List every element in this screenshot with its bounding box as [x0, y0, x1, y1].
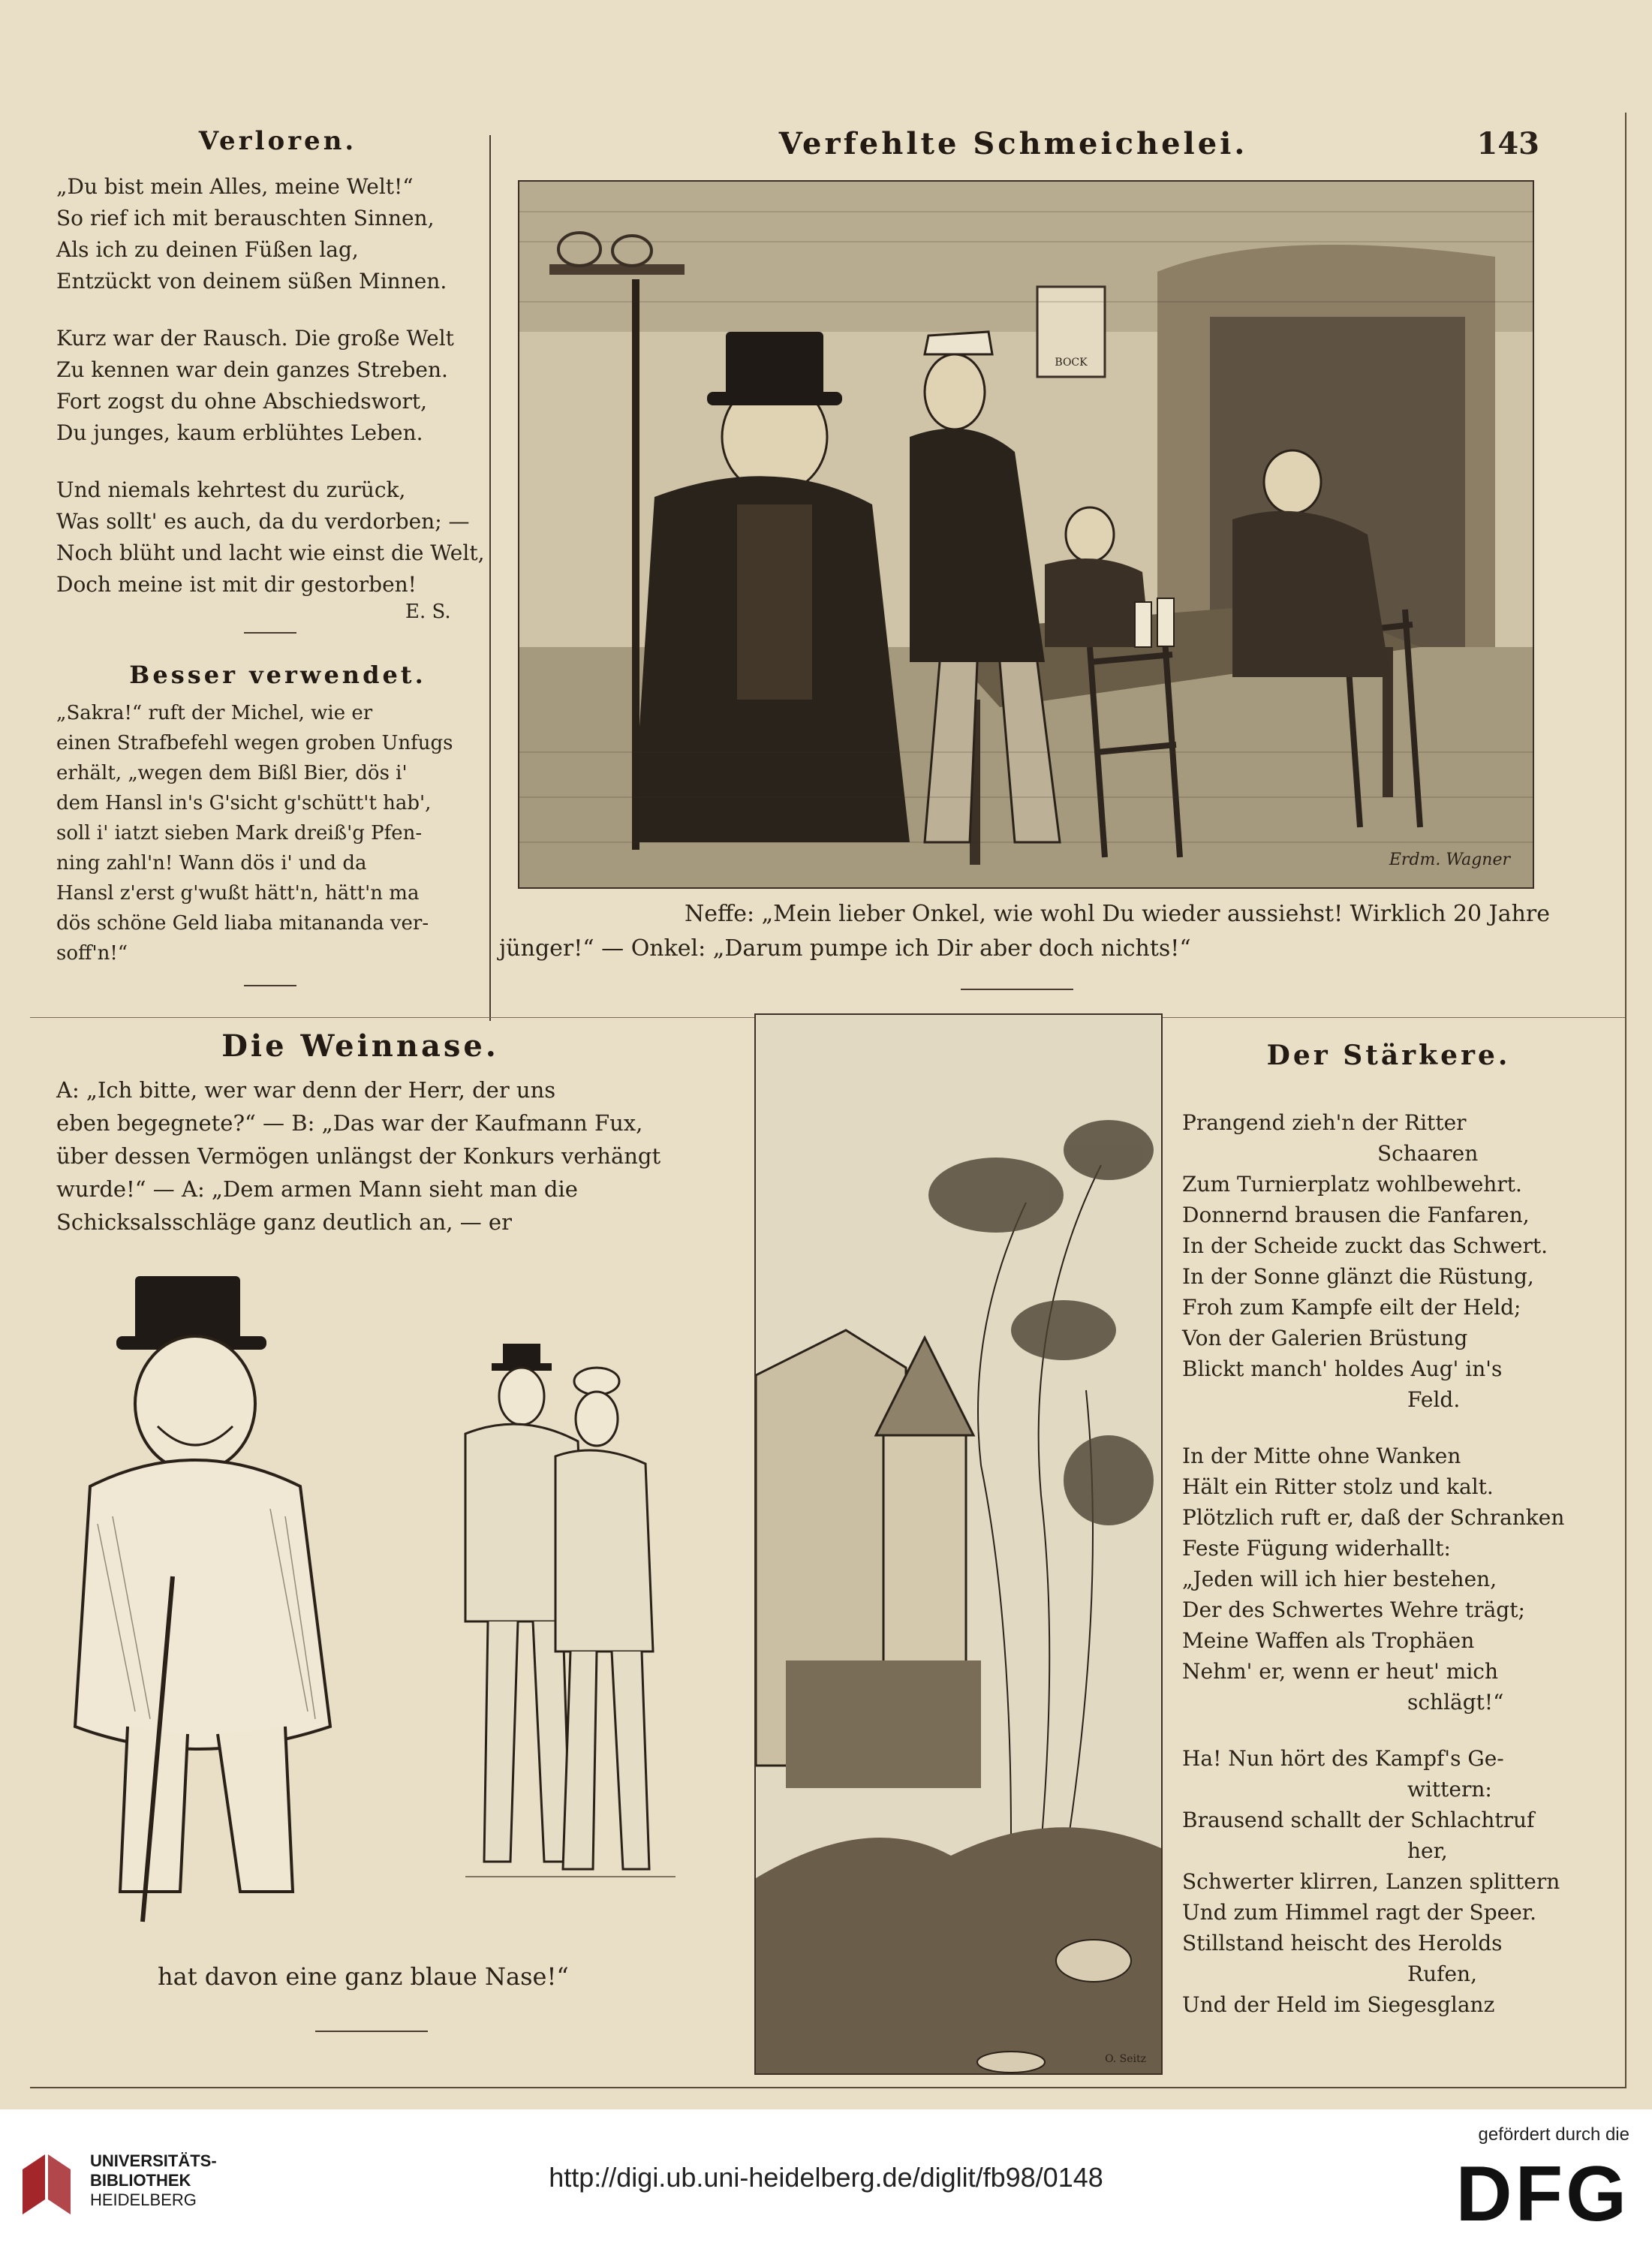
short-divider	[315, 2031, 428, 2032]
text-line: ning zahl'n! Wann dös i' und da	[56, 852, 367, 875]
poem-line: Doch meine ist mit dir gestorben!	[56, 572, 417, 597]
poem-line: Zum Turnierplatz wohlbewehrt.	[1182, 1172, 1522, 1197]
verloren-poem	[56, 171, 484, 626]
poem-line: Feste Fügung widerhallt:	[1182, 1536, 1451, 1561]
besser-title: Besser verwendet.	[129, 661, 426, 689]
weinnase-text	[56, 1073, 732, 1239]
poem-line: Nehm' er, wenn er heut' mich	[1182, 1659, 1498, 1684]
tavern-drawing	[519, 182, 1533, 887]
poem-line: Fort zogst du ohne Abschiedswort,	[56, 389, 428, 414]
text-line: Hansl z'erst g'wußt hätt'n, hätt'n ma	[56, 882, 420, 905]
poem-line: Und zum Himmel ragt der Speer.	[1182, 1900, 1536, 1925]
poem-line: Blickt manch' holdes Aug' in's	[1182, 1356, 1503, 1381]
staerkere-poem	[1182, 1107, 1602, 2046]
castle-drawing	[756, 1015, 1161, 2073]
staerkere-stanza-1	[1182, 1107, 1602, 1415]
poem-line: Was sollt' es auch, da du verdorben; —	[56, 509, 470, 534]
text-line: A: „Ich bitte, wer war denn der Herr, der uns	[56, 1077, 556, 1103]
weinnase-caption: hat davon eine ganz blaue Nase!“	[158, 1962, 569, 1991]
verloren-stanza-3	[56, 474, 484, 601]
poem-line: Feld.	[1407, 1387, 1461, 1412]
poem-line: Rufen,	[1407, 1961, 1477, 1986]
castle-signature: O. Seitz	[1105, 2053, 1146, 2065]
poem-line: Prangend zieh'n der Ritter	[1182, 1110, 1467, 1135]
poem-line: Zu kennen war dein ganzes Streben.	[56, 357, 448, 382]
poem-line: So rief ich mit berauschten Sinnen,	[56, 206, 435, 230]
short-divider	[961, 989, 1073, 990]
illustration-artist-signature: Erdm. Wagner	[1389, 851, 1510, 869]
text-line: soff'n!“	[56, 942, 128, 965]
permalink-url[interactable]: http://digi.ub.uni-heidelberg.de/diglit/fb98/0148	[549, 2162, 1103, 2193]
text-line: dem Hansl in's G'sicht g'schütt't hab',	[56, 792, 432, 814]
poem-line: „Du bist mein Alles, meine Welt!“	[56, 174, 414, 199]
poem-line: her,	[1407, 1838, 1448, 1863]
poem-line: Meine Waffen als Trophäen	[1182, 1628, 1475, 1653]
poem-line: Und niemals kehrtest du zurück,	[56, 477, 406, 502]
poem-line: Als ich zu deinen Füßen lag,	[56, 237, 359, 262]
poem-line: In der Sonne glänzt die Rüstung,	[1182, 1264, 1534, 1289]
poem-line: In der Mitte ohne Wanken	[1182, 1444, 1461, 1468]
text-line: einen Strafbefehl wegen groben Unfugs	[56, 732, 453, 754]
three-men-drawing	[45, 1261, 721, 1937]
text-line: über dessen Vermögen unlängst der Konkurs verhängt	[56, 1143, 661, 1169]
poem-line: Plötzlich ruft er, daß der Schranken	[1182, 1505, 1565, 1530]
verloren-stanza-1	[56, 171, 484, 297]
short-divider	[244, 632, 296, 634]
page-number: 143	[1476, 126, 1539, 161]
text-line: soll i' iatzt sieben Mark dreiß'g Pfen-	[56, 822, 423, 844]
caption-line: jünger!“ — Onkel: „Darum pumpe ich Dir aber doch nichts!“	[499, 935, 1191, 962]
poem-line: Hält ein Ritter stolz und kalt.	[1182, 1474, 1494, 1499]
poem-line: Schwerter klirren, Lanzen splittern	[1182, 1869, 1560, 1894]
text-line: Schicksalsschläge ganz deutlich an, — er	[56, 1209, 512, 1235]
poem-line: Froh zum Kampfe eilt der Held;	[1182, 1295, 1521, 1320]
column-divider-top	[489, 135, 491, 1021]
poem-line: Du junges, kaum erblühtes Leben.	[56, 420, 423, 445]
poem-line: Entzückt von deinem süßen Minnen.	[56, 269, 447, 294]
tavern-illustration	[518, 180, 1534, 889]
poem-line: schlägt!“	[1407, 1690, 1504, 1715]
bock-sign-text: BOCK	[1055, 357, 1088, 369]
poem-line: In der Scheide zuckt das Schwert.	[1182, 1233, 1548, 1258]
poem-line: Donnernd brausen die Fanfaren,	[1182, 1203, 1530, 1227]
poem-line: „Jeden will ich hier bestehen,	[1182, 1567, 1497, 1591]
besser-text	[56, 698, 484, 968]
poem-line: Ha! Nun hört des Kampf's Ge-	[1182, 1746, 1504, 1771]
funding-note: gefördert durch die	[1478, 2124, 1629, 2145]
weinnase-illustration	[45, 1261, 721, 1937]
verloren-title: Verloren.	[198, 126, 357, 156]
digitization-footer	[0, 2109, 1652, 2252]
poem-line: Noch blüht und lacht wie einst die Welt,	[56, 540, 485, 565]
short-divider	[244, 985, 296, 986]
verfehlte-title: Verfehlte Schmeichelei.	[778, 126, 1248, 161]
staerkere-title: Der Stärkere.	[1266, 1040, 1511, 1071]
text-line: „Sakra!“ ruft der Michel, wie er	[56, 702, 373, 724]
text-line: eben begegnete?“ — B: „Das war der Kaufmann Fux,	[56, 1110, 643, 1136]
library-line: BIBLIOTHEK	[90, 2171, 191, 2190]
text-line: dös schöne Geld liaba mitananda ver-	[56, 912, 429, 935]
poem-line: Stillstand heischt des Herolds	[1182, 1931, 1503, 1955]
weinnase-title: Die Weinnase.	[221, 1028, 499, 1064]
poem-line: Der des Schwertes Wehre trägt;	[1182, 1597, 1525, 1622]
library-line: UNIVERSITÄTS-	[90, 2151, 217, 2170]
staerkere-stanza-3	[1182, 1743, 1602, 2020]
text-line: wurde!“ — A: „Dem armen Mann sieht man die	[56, 1176, 578, 1202]
poem-line: Von der Galerien Brüstung	[1182, 1326, 1468, 1350]
poem-line: wittern:	[1407, 1777, 1492, 1802]
poem-line: Und der Held im Siegesglanz	[1182, 1992, 1495, 2017]
text-line: erhält, „wegen dem Bißl Bier, dös i'	[56, 762, 408, 784]
verfehlte-caption	[499, 897, 1550, 966]
caption-line: Neffe: „Mein lieber Onkel, wie wohl Du wieder aussiehst! Wirklich 20 Jahre	[684, 901, 1550, 927]
poem-line: Schaaren	[1377, 1141, 1479, 1166]
dfg-logo[interactable]: DFG	[1455, 2151, 1629, 2238]
castle-illustration	[754, 1013, 1163, 2075]
poem-line: Brausend schallt der Schlachtruf	[1182, 1808, 1535, 1832]
poem-line: Kurz war der Rausch. Die große Welt	[56, 326, 454, 351]
staerkere-stanza-2	[1182, 1441, 1602, 1718]
verloren-signature: E. S.	[405, 601, 451, 623]
library-line: HEIDELBERG	[90, 2190, 197, 2209]
verloren-stanza-2	[56, 323, 484, 449]
